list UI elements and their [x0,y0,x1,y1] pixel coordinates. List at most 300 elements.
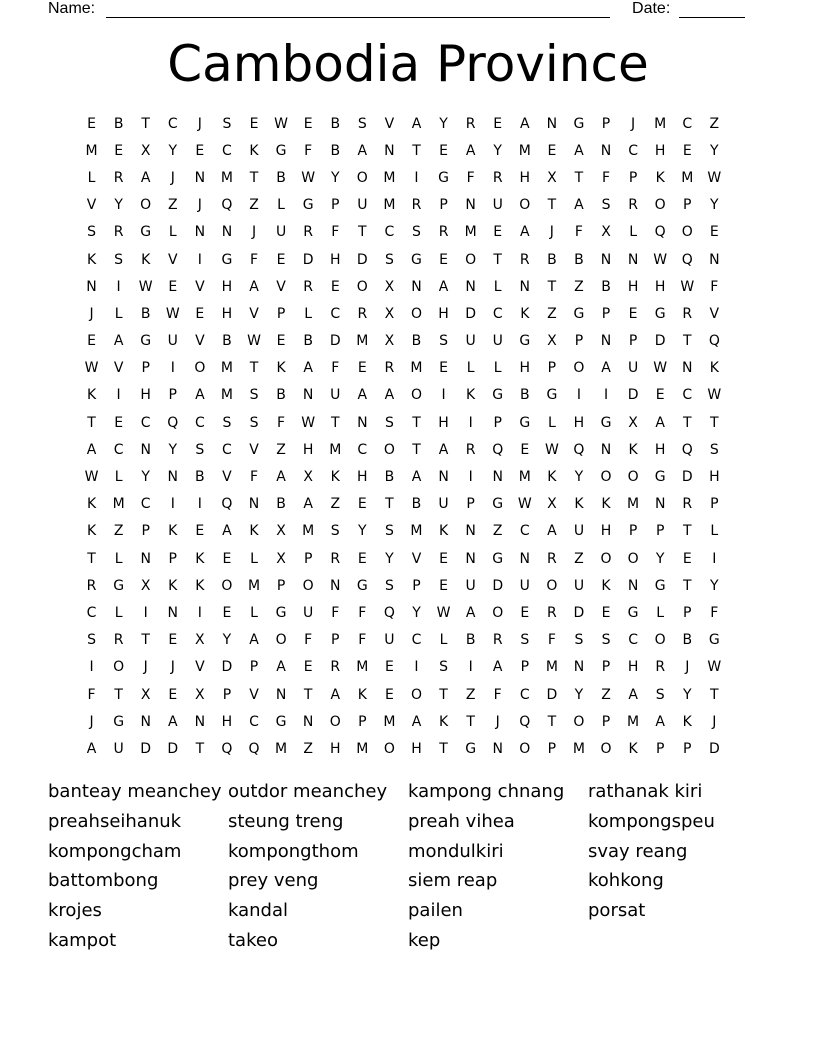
grid-row [78,273,738,300]
grid-letter: O [600,469,612,486]
date-label: Date: [632,0,671,17]
grid-letter: S [114,251,124,268]
grid-letter: T [547,197,557,214]
grid-letter: G [654,469,666,486]
grid-letter: A [411,115,422,132]
grid-letter: W [436,604,451,621]
grid-letter: M [383,169,396,186]
grid-letter: I [468,414,473,431]
grid-letter: G [519,414,531,431]
grid-letter: C [222,441,232,458]
grid-letter: Q [654,224,666,241]
grid-letter: L [304,305,313,322]
grid-letter: Y [574,686,584,703]
grid-letter: Q [221,740,233,757]
grid-letter: M [410,523,423,540]
grid-letter: G [519,333,531,350]
grid-letter: A [655,414,665,431]
grid-letter: P [683,604,692,621]
grid-letter: O [356,278,368,295]
grid-letter: L [114,469,123,486]
grid-letter: A [276,659,286,676]
grid-letter: O [492,604,504,621]
grid-letter: K [141,251,151,268]
grid-letter: N [194,224,206,241]
grid-letter: U [465,333,476,350]
grid-letter: P [683,740,692,757]
grid-letter: S [222,115,232,132]
grid-letter: I [197,604,202,621]
grid-letter: E [276,251,286,268]
grid-letter: Y [655,550,665,567]
word-list-item: siem reap [408,870,498,892]
grid-letter: I [468,469,473,486]
grid-letter: K [86,523,97,540]
word-list-item: kompongcham [48,840,182,862]
grid-letter: H [221,713,233,730]
grid-letter: O [519,197,531,214]
grid-row [78,382,738,409]
grid-letter: N [411,278,422,295]
grid-letter: S [412,224,421,241]
grid-letter: M [329,441,342,458]
grid-letter: K [601,496,611,513]
grid-letter: M [545,659,558,676]
grid-letter: O [275,632,287,649]
grid-row [78,735,738,762]
grid-letter: O [194,360,206,377]
grid-letter: R [682,496,693,513]
grid-letter: N [384,142,395,159]
grid-letter: B [411,496,422,513]
grid-letter: O [654,197,666,214]
grid-letter: K [709,360,719,377]
grid-letter: N [519,278,531,295]
grid-letter: P [683,197,692,214]
grid-letter: C [113,441,124,458]
grid-letter: L [710,523,719,540]
grid-letter: E [682,550,692,567]
grid-letter: Y [493,142,502,159]
grid-letter: G [492,550,504,567]
grid-letter: K [520,305,530,322]
grid-letter: T [710,414,719,431]
grid-letter: P [249,659,259,676]
grid-row [78,627,738,654]
grid-letter: I [576,387,582,404]
grid-letter: R [303,278,314,295]
grid-letter: D [140,740,152,757]
grid-letter: J [685,659,690,676]
grid-letter: Z [303,740,313,757]
grid-letter: X [384,333,395,350]
grid-letter: J [170,659,175,676]
grid-letter: F [331,224,340,241]
grid-letter: R [113,632,124,649]
grid-letter: E [628,305,638,322]
grid-letter: R [547,604,557,621]
grid-letter: C [384,224,395,241]
grid-letter: J [549,224,554,241]
word-list-item: kompongthom [228,840,359,862]
grid-letter: P [601,305,611,322]
grid-letter: O [573,360,585,377]
grid-letter: E [520,441,530,458]
grid-letter: I [441,387,446,404]
grid-letter: T [682,523,692,540]
grid-letter: K [249,142,259,159]
grid-letter: K [682,713,692,730]
grid-letter: V [276,278,286,295]
grid-letter: O [356,169,368,186]
grid-letter: C [682,115,693,132]
grid-letter: G [492,387,504,404]
grid-letter: L [547,414,556,431]
grid-letter: Z [574,278,584,295]
grid-letter: N [682,360,693,377]
grid-letter: D [465,305,477,322]
grid-row [78,463,738,490]
grid-letter: E [709,224,719,241]
grid-letter: U [384,632,395,649]
grid-row [78,246,738,273]
grid-letter: M [247,577,261,594]
grid-letter: M [383,197,396,214]
name-line[interactable] [106,3,610,18]
grid-letter: A [249,632,259,649]
grid-letter: N [600,441,612,458]
grid-letter: Z [465,686,476,703]
grid-letter: Y [710,577,719,594]
grid-letter: E [195,523,205,540]
grid-letter: F [493,686,502,703]
grid-letter: N [194,169,206,186]
grid-letter: P [628,333,638,350]
grid-letter: N [140,441,151,458]
grid-letter: N [194,713,206,730]
grid-letter: G [140,224,152,241]
grid-letter: Z [574,550,584,567]
grid-letter: X [384,305,395,322]
grid-letter: L [114,550,123,567]
grid-letter: B [519,387,530,404]
grid-letter: T [547,278,557,295]
grid-letter: D [627,387,639,404]
word-list-item: takeo [228,929,278,951]
grid-row [78,599,738,626]
grid-letter: A [249,278,259,295]
grid-letter: L [87,169,96,186]
grid-letter: F [304,142,313,159]
grid-letter: P [358,713,367,730]
grid-letter: E [547,142,557,159]
grid-letter: N [600,251,612,268]
grid-letter: A [411,713,422,730]
grid-letter: Y [358,523,367,540]
grid-letter: H [519,360,531,377]
grid-letter: E [87,115,96,132]
grid-letter: H [221,305,233,322]
worksheet-header [48,0,748,22]
grid-letter: G [546,387,558,404]
grid-row [78,328,738,355]
grid-letter: S [357,115,367,132]
grid-row [78,491,738,518]
grid-letter: E [520,604,530,621]
grid-letter: M [220,169,233,186]
grid-letter: Q [708,333,720,350]
grid-letter: N [465,197,476,214]
grid-letter: T [87,414,96,431]
grid-letter: K [655,169,665,186]
word-list-item: kohkong [588,870,664,892]
grid-row [78,681,738,708]
grid-letter: N [465,278,476,295]
grid-letter: A [465,142,476,159]
grid-letter: O [600,740,612,757]
grid-letter: P [655,523,665,540]
grid-letter: H [438,305,449,322]
grid-letter: V [709,305,720,322]
grid-letter: G [600,414,612,431]
grid-letter: X [547,496,557,513]
grid-letter: U [330,387,341,404]
grid-letter: B [384,469,395,486]
grid-letter: F [466,169,475,186]
grid-letter: E [222,604,232,621]
grid-letter: F [358,604,367,621]
grid-letter: P [303,550,313,567]
grid-letter: F [87,686,96,703]
grid-letter: O [573,713,585,730]
grid-letter: C [682,387,693,404]
grid-letter: L [466,360,475,377]
date-line[interactable] [679,3,745,18]
grid-letter: V [195,333,205,350]
grid-letter: A [140,169,151,186]
grid-row [78,436,738,463]
grid-letter: O [627,550,639,567]
word-list-item: outdor meanchey [228,781,388,802]
grid-letter: D [302,251,314,268]
grid-letter: M [681,169,694,186]
grid-letter: X [276,523,286,540]
grid-letter: K [574,496,584,513]
grid-letter: I [89,659,94,676]
grid-letter: T [141,632,150,649]
grid-letter: N [140,713,151,730]
grid-letter: E [357,360,367,377]
grid-letter: B [303,333,313,350]
grid-letter: W [84,360,99,377]
grid-letter: D [492,577,504,594]
grid-row [78,518,738,545]
grid-letter: U [627,360,639,377]
grid-letter: L [277,197,285,214]
grid-letter: A [330,686,341,703]
grid-letter: E [439,577,448,594]
grid-letter: A [411,469,422,486]
grid-letter: S [439,659,448,676]
grid-letter: N [140,550,151,567]
grid-letter: A [520,224,530,241]
grid-letter: N [654,496,666,513]
grid-letter: I [603,387,609,404]
grid-letter: M [518,469,531,486]
grid-row [78,300,738,327]
grid-letter: R [303,224,314,241]
grid-letter: K [330,469,340,486]
grid-letter: F [547,632,556,649]
grid-letter: X [303,469,313,486]
grid-letter: A [520,115,530,132]
grid-letter: O [600,550,612,567]
grid-letter: K [249,523,259,540]
grid-letter: M [302,523,315,540]
grid-letter: A [167,713,178,730]
grid-letter: H [654,142,666,159]
grid-letter: A [222,523,232,540]
grid-letter: X [547,169,557,186]
grid-letter: P [520,659,530,676]
grid-letter: E [168,686,178,703]
grid-letter: G [627,604,639,621]
grid-letter: E [384,659,394,676]
word-list-item: steung treng [228,810,344,832]
grid-letter: J [197,115,202,132]
grid-letter: W [301,414,316,431]
grid-letter: J [89,713,94,730]
grid-letter: M [356,740,369,757]
grid-letter: W [707,659,722,676]
grid-letter: S [195,441,205,458]
grid-letter: Q [573,441,585,458]
grid-letter: G [492,496,504,513]
grid-letter: E [357,496,367,513]
grid-letter: C [492,305,503,322]
grid-letter: W [707,387,722,404]
grid-letter: Q [221,496,233,513]
grid-letter: H [709,469,720,486]
grid-letter: T [412,142,421,159]
grid-letter: M [383,713,396,730]
grid-letter: V [195,659,205,676]
word-list-item: battombong [48,870,159,892]
grid-letter: N [167,469,179,486]
grid-letter: A [438,278,449,295]
grid-letter: K [168,577,178,594]
grid-letter: U [492,333,503,350]
grid-letter: L [493,278,502,295]
grid-letter: S [384,523,394,540]
grid-letter: A [86,441,97,458]
grid-row [78,572,738,599]
grid-letter: Y [168,441,178,458]
grid-letter: S [222,414,232,431]
grid-letter: K [628,441,638,458]
grid-letter: L [250,550,258,567]
grid-letter: Y [710,142,719,159]
word-list-item: mondulkiri [408,840,504,862]
grid-letter: Y [222,632,232,649]
grid-row [78,137,738,164]
grid-letter: N [465,550,476,567]
grid-letter: I [414,169,419,186]
grid-letter: N [86,278,97,295]
grid-letter: C [330,305,341,322]
grid-letter: N [519,550,531,567]
grid-letter: D [221,659,233,676]
grid-letter: N [600,333,612,350]
grid-letter: S [709,441,719,458]
grid-letter: E [114,414,124,431]
grid-letter: K [195,550,205,567]
page-title: Cambodia Province [167,35,649,93]
grid-letter: Y [682,686,692,703]
grid-letter: H [654,278,666,295]
grid-letter: E [276,333,286,350]
grid-letter: Q [221,197,233,214]
grid-letter: O [410,387,422,404]
grid-letter: T [358,224,367,241]
grid-letter: I [468,659,473,676]
grid-letter: F [574,224,583,241]
grid-letter: R [519,251,530,268]
grid-letter: B [276,169,286,186]
grid-letter: K [466,387,476,404]
grid-letter: D [573,604,585,621]
grid-letter: F [710,604,719,621]
grid-letter: B [276,496,286,513]
grid-letter: R [330,659,341,676]
grid-letter: A [113,333,124,350]
grid-letter: O [302,577,314,594]
grid-letter: G [140,333,152,350]
word-list-item: rathanak kiri [588,781,703,802]
grid-letter: B [682,632,693,649]
grid-letter: Q [681,251,693,268]
grid-letter: H [221,278,233,295]
grid-letter: E [493,115,503,132]
grid-letter: O [519,740,531,757]
grid-letter: B [547,251,557,268]
grid-letter: P [331,632,340,649]
grid-letter: O [383,740,395,757]
grid-letter: F [249,251,259,268]
grid-letter: V [113,360,124,377]
grid-letter: Q [383,604,395,621]
grid-letter: S [384,414,394,431]
grid-letter: N [600,142,612,159]
grid-letter: E [303,659,313,676]
grid-letter: Y [412,604,421,621]
grid-letter: E [682,142,692,159]
grid-letter: C [167,115,178,132]
grid-letter: K [547,469,557,486]
grid-letter: T [195,740,205,757]
grid-letter: N [275,686,287,703]
grid-letter: L [439,632,448,649]
grid-row [78,219,738,246]
grid-letter: V [249,686,259,703]
grid-letter: E [439,360,448,377]
grid-letter: O [627,469,639,486]
grid-letter: T [141,115,150,132]
word-list-item: kampot [48,929,117,951]
grid-letter: O [113,659,125,676]
grid-letter: Z [167,197,178,214]
grid-letter: R [411,197,422,214]
